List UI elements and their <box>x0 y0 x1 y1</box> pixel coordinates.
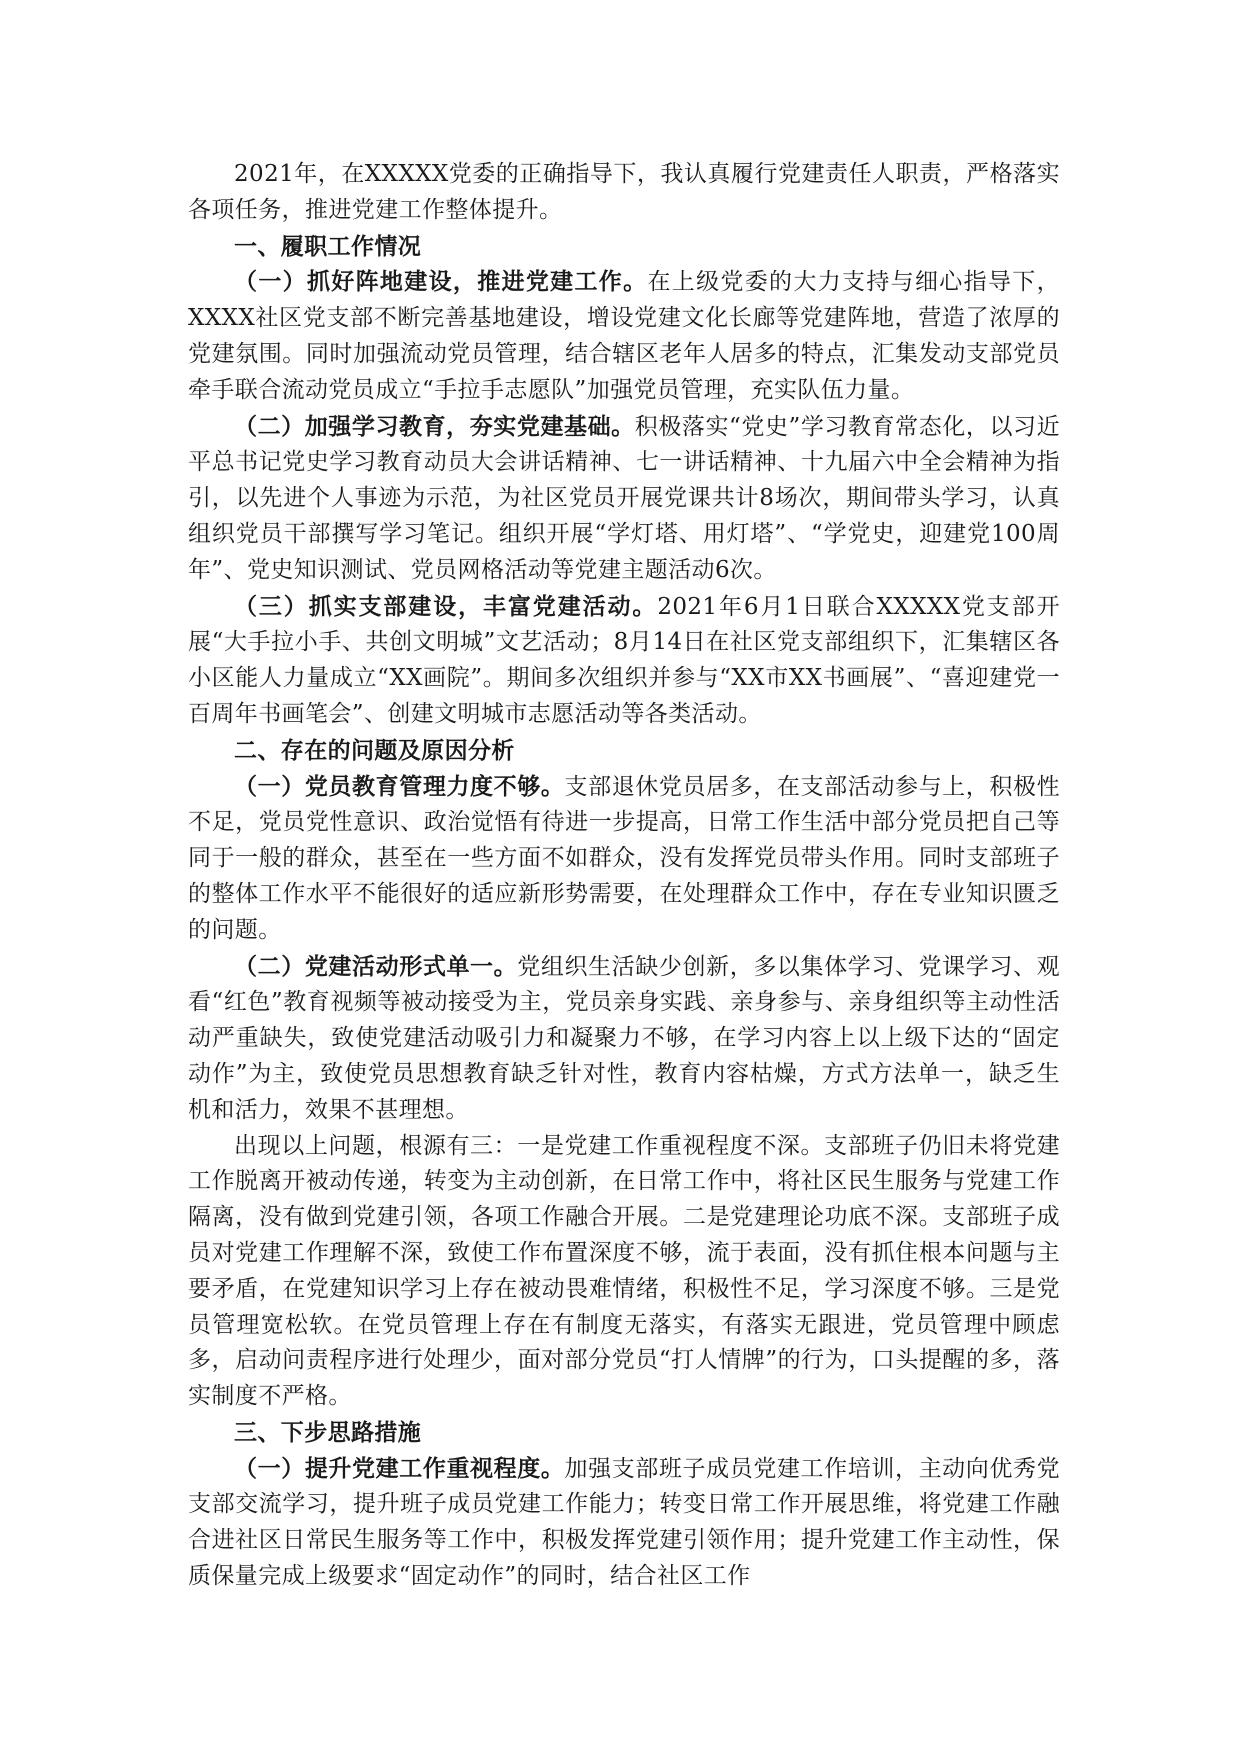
item-lead: （二）党建活动形式单一。 <box>234 952 518 980</box>
item-body: 支部退休党员居多，在支部活动参与上，积极性不足，党员党性意识、政治觉悟有待进一步提高，日常工作生活中部分党员把自己等同于一般的群众，甚至在一些方面不如群众，没有发挥党员带头作用。同时支部班子的整体工作水平不能很好的适应新形势需要，在处理群众工作中，存在专业知识匮乏的问题。 <box>188 773 1060 943</box>
item-lead: （一）抓好阵地建设，推进党建工作。 <box>234 268 648 296</box>
item-body: 党组织生活缺少创新，多以集体学习、党课学习、观看“红色”教育视频等被动接受为主，党员亲身实践、亲身参与、亲身组织等主动性活动严重缺失，致使党建活动吸引力和凝聚力不够，在学习内容上以上级下达的“固定动作”为主，致使党员思想教育缺乏针对性，教育内容枯燥，方式方法单一，缺乏生机和活力，效果不甚理想。 <box>188 953 1060 1123</box>
section1-item1 <box>188 264 1060 408</box>
section2-item2 <box>188 949 1060 1129</box>
document-page <box>188 157 1060 1595</box>
section-heading-1: 一、履职工作情况 <box>234 232 422 260</box>
section1-item2 <box>188 409 1060 589</box>
section1-item3 <box>188 589 1060 733</box>
section-heading-2: 二、存在的问题及原因分析 <box>234 736 515 764</box>
item-body: 2021年6月1日联合XXXXX党支部开展“大手拉小手、共创文明城”文艺活动；8月14日在社区党支部组织下，汇集辖区各小区能人力量成立“XX画院”。期间多次组织并参与“XX市XX书画展”、“喜迎建党一百周年书画笔会”、创建文明城市志愿活动等各类活动。 <box>188 593 1060 727</box>
section3-item1 <box>188 1451 1060 1595</box>
item-lead: （一）提升党建工作重视程度。 <box>234 1454 565 1482</box>
item-lead: （一）党员教育管理力度不够。 <box>234 772 565 800</box>
section2-analysis: 出现以上问题，根源有三：一是党建工作重视程度不深。支部班子仍旧未将党建工作脱离开被动传递，转变为主动创新，在日常工作中，将社区民生服务与党建工作隔离，没有做到党建引领，各项工作融合开展。二是党建理论功底不深。支部班子成员对党建工作理解不深，致使工作布置深度不够，流于表面，没有抓住根本问题与主要矛盾，在党建知识学习上存在被动畏难情绪，积极性不足，学习深度不够。三是党员管理宽松软。在党员管理上存在有制度无落实，有落实无跟进，党员管理中顾虑多，启动问责程序进行处理少，面对部分党员“打人情牌”的行为，口头提醒的多，落实制度不严格。 <box>188 1132 1060 1410</box>
intro-paragraph: 2021年，在XXXXX党委的正确指导下，我认真履行党建责任人职责，严格落实各项任务，推进党建工作整体提升。 <box>188 161 1060 223</box>
item-lead: （二）加强学习教育，夯实党建基础。 <box>234 412 635 440</box>
item-body: 在上级党委的大力支持与细心指导下，XXXX社区党支部不断完善基地建设，增设党建文化长廊等党建阵地，营造了浓厚的党建氛围。同时加强流动党员管理，结合辖区老年人居多的特点，汇集发动支部党员牵手联合流动党员成立“手拉手志愿队”加强党员管理，充实队伍力量。 <box>188 269 1060 403</box>
item-body: 积极落实“党史”学习教育常态化，以习近平总书记党史学习教育动员大会讲话精神、七一讲话精神、十九届六中全会精神为指引，以先进个人事迹为示范，为社区党员开展党课共计8场次，期间带头学习，认真组织党员干部撰写学习笔记。组织开展“学灯塔、用灯塔”、“学党史，迎建党100周年”、党史知识测试、党员网格活动等党建主题活动6次。 <box>188 413 1060 583</box>
item-body: 加强支部班子成员党建工作培训，主动向优秀党支部交流学习，提升班子成员党建工作能力；转变日常工作开展思维，将党建工作融合进社区日常民生服务等工作中，积极发挥党建引领作用；提升党建工作主动性，保质保量完成上级要求“固定动作”的同时，结合社区工作 <box>188 1455 1060 1590</box>
item-lead: （三）抓实支部建设，丰富党建活动。 <box>234 592 658 620</box>
section2-item1 <box>188 769 1060 949</box>
section-heading-3: 三、下步思路措施 <box>234 1418 422 1446</box>
